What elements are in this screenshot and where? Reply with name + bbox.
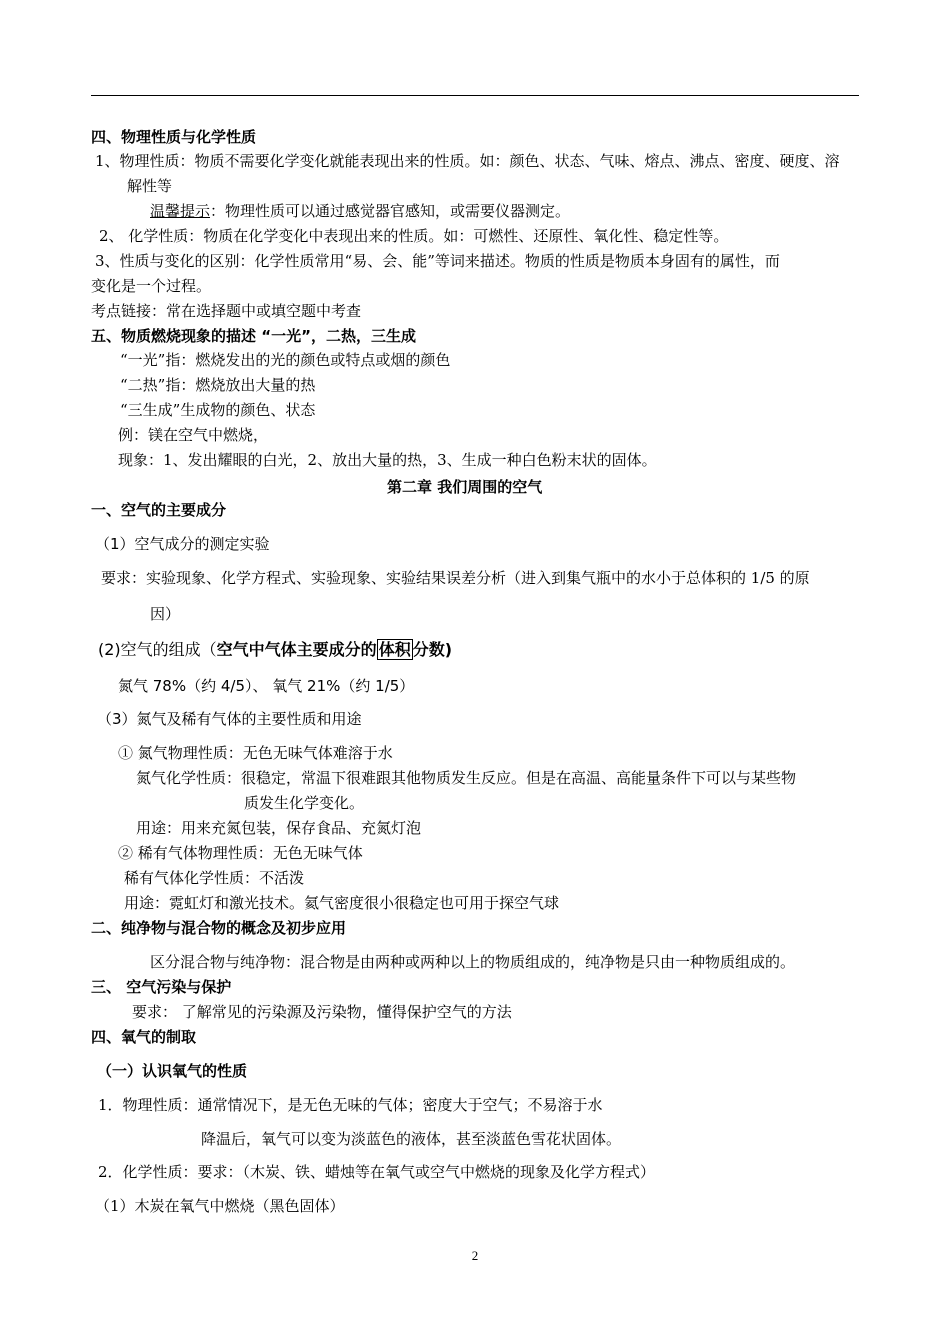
- page-number: 2: [471, 1248, 479, 1263]
- definition-text: ：混合物是由两种或两种以上的物质组成的，纯净物是只由一种物质组成的。: [285, 953, 796, 971]
- section-heading: 四、物理性质与化学性质: [91, 128, 257, 146]
- paragraph-line: 要求： 了解常见的污染源及污染物，懂得保护空气的方法: [132, 1003, 512, 1021]
- paragraph-line: 要求：实验现象、化学方程式、实验现象、实验结果误差分析（进入到集气瓶中的水小于总体积的 1/5 的原: [101, 569, 810, 587]
- paragraph-line: 1．物理性质：通常情况下，是无色无味的气体；密度大于空气；不易溶于水: [98, 1096, 603, 1114]
- paragraph-line: 3、性质与变化的区别：化学性质常用“易、会、能”等词来描述。物质的性质是物质本身固有的属性，而: [95, 252, 780, 270]
- paragraph-line: 用途：霓虹灯和激光技术。氦气密度很小很稳定也可用于探空气球: [124, 894, 560, 912]
- subsection-heading: （一）认识氧气的性质: [97, 1062, 248, 1080]
- paragraph-line: （1）木炭在氧气中燃烧（黑色固体）: [95, 1197, 345, 1215]
- paragraph-line: “三生成”生成物的颜色、状态: [120, 401, 316, 419]
- paragraph-line: [150, 952, 795, 972]
- tip-line: [150, 201, 570, 221]
- subsection-heading: （3）氮气及稀有气体的主要性质和用途: [97, 710, 362, 728]
- composition-bold: 空气中气体主要成分的: [216, 640, 377, 659]
- paragraph-line: ① 氮气物理性质：无色无味气体难溶于水: [118, 744, 393, 762]
- paragraph-line: 质发生化学变化。: [244, 794, 365, 812]
- paragraph-line: “二热”指：燃烧放出大量的热: [120, 376, 316, 394]
- chapter-title: 第二章 我们周围的空气: [387, 478, 543, 496]
- paragraph-line: ② 稀有气体物理性质：无色无味气体: [118, 844, 363, 862]
- paragraph-line: 降温后，氧气可以变为淡蓝色的液体，甚至淡蓝色雪花状固体。: [201, 1130, 622, 1148]
- section-heading: 五、物质燃烧现象的描述 “一光”，二热，三生成: [91, 327, 416, 345]
- section-heading: 一、空气的主要成分: [91, 501, 227, 519]
- subsection-heading: （1）空气成分的测定实验: [95, 535, 270, 553]
- subsection-heading: [98, 640, 452, 660]
- example-line: 例：镁在空气中燃烧，: [118, 426, 269, 444]
- section-heading: 二、纯净物与混合物的概念及初步应用: [91, 919, 347, 937]
- section-heading: 四、氧气的制取: [91, 1028, 197, 1046]
- paragraph-line: 因）: [150, 605, 181, 623]
- composition-boxed: 体积: [378, 640, 411, 659]
- paragraph-line: 解性等: [127, 177, 173, 195]
- paragraph-line: 2．化学性质：要求：（木炭、铁、蜡烛等在氧气或空气中燃烧的现象及化学方程式）: [98, 1163, 656, 1181]
- header-rule: [91, 95, 859, 96]
- paragraph-line: “一光”指：燃烧发出的光的颜色或特点或烟的颜色: [120, 351, 451, 369]
- composition-suffix: 分数): [412, 640, 453, 659]
- tip-label: 温馨提示: [150, 202, 211, 220]
- paragraph-line: 氮气 78%（约 4/5）、 氧气 21%（约 1/5）: [118, 677, 415, 695]
- paragraph-line: 氮气化学性质：很稳定，常温下很难跟其他物质发生反应。但是在高温、高能量条件下可以与某些物: [136, 769, 797, 787]
- composition-prefix: (2)空气的组成（: [98, 640, 217, 659]
- phenomenon-line: 现象：1、发出耀眼的白光，2、放出大量的热，3、生成一种白色粉末状的固体。: [118, 451, 657, 469]
- section-heading: 三、 空气污染与保护: [91, 978, 232, 996]
- paragraph-line: 2、 化学性质：物质在化学变化中表现出来的性质。如：可燃性、还原性、氧化性、稳定性等。: [99, 227, 729, 245]
- paragraph-line: 变化是一个过程。: [91, 277, 212, 295]
- exam-link-note: 考点链接：常在选择题中或填空题中考查: [91, 302, 362, 320]
- tip-text: ：物理性质可以通过感觉器官感知，或需要仪器测定。: [210, 202, 571, 220]
- paragraph-line: 稀有气体化学性质：不活泼: [124, 869, 305, 887]
- paragraph-line: 用途：用来充氮包装，保存食品、充氮灯泡: [136, 819, 422, 837]
- definition-label: 区分混合物与纯净物: [150, 953, 286, 971]
- paragraph-line: 1、物理性质：物质不需要化学变化就能表现出来的性质。如：颜色、状态、气味、熔点、沸点、密度、硬度、溶: [95, 152, 840, 170]
